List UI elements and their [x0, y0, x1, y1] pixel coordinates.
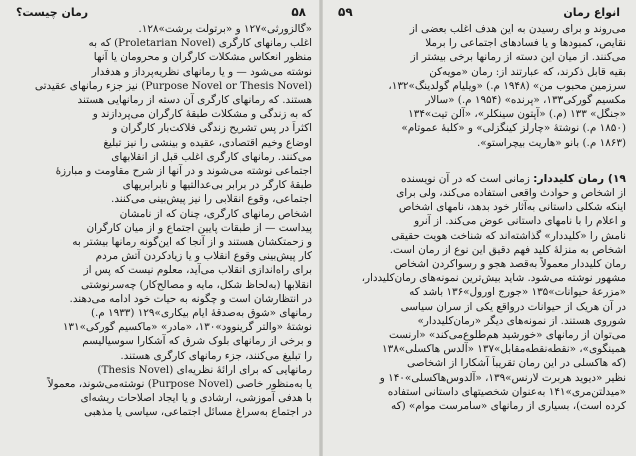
text-line: نامش را «کلیددار» گذاشته‌اند که شناخت هویت حقیقی	[391, 229, 626, 242]
running-title: انواع رمان	[563, 5, 620, 19]
text-line: (۱۸۵۰ م.) نوشتۀ «چارلز کینگزلی» و «کلبۀ عموتام»	[401, 122, 626, 135]
text-line: (Purpose Novel or Thesis Novel) نیز جزء رمانهای عقیدتی	[34, 79, 312, 92]
text-line: اجتماعی، وقوع انقلابی را نیز پیش‌بینی می‌کنند.	[111, 193, 312, 206]
text-line: نظیر «دیوید هربرت لارنس»۱۳۹، «آلدوس‌هاکسلی»۱۴۰ و	[379, 371, 626, 384]
text-line: در اجتماع به‌سراغ مسائل اجتماعی، سیاسی یا مذهبی	[84, 406, 312, 419]
text-line: مکسیم گورکی۱۳۳، «پرنده» (۱۹۵۴ م.) «سالار	[425, 94, 626, 107]
left-page-header	[16, 4, 306, 20]
text-line: کرده است)، بسیاری از رمانهای «سامرست موام» (که	[391, 400, 626, 413]
right-page-body	[332, 22, 626, 413]
text-line: همینگوی»، «نقطه‌نقطه‌مقابل»۱۳۷ «آلدس هاکسلی»۱۳۸	[382, 343, 626, 356]
text-line: (که هاکسلی در این رمان تقریباً آشکارا از اشخاصی	[407, 357, 626, 370]
text-line: سرزمین محبوب من» (۱۹۴۸ م.) «ویلیام گولدینگ»۱۳۲،	[388, 79, 626, 92]
page-number: ۵۹	[338, 5, 353, 19]
text-line: در انتظارشان است و چگونه به حیات خود ادامه می‌دهند.	[69, 292, 312, 305]
text-line: در آن هریک از حیوانات درواقع یکی از سران سیاسی	[400, 300, 626, 313]
text-line: از اشخاص و حوادث واقعی استفاده می‌کند، ولی برای	[396, 187, 626, 200]
text-line: اجتماعی نوشته می‌شوند و در آنها از شرح مقاومت و مبارزۀ	[55, 165, 312, 178]
text-line: اشخاص به منزلهٔ کلید فهم دقیق این نوع از رمان است.	[389, 243, 626, 256]
text-line: «گالزورثی»۱۲۷ و «برتولت برشت»۱۲۸.	[138, 23, 312, 35]
text-line: (۱۸۶۳ م.) بانو «هاریت بیچراستو».	[476, 136, 626, 149]
text-line: رمانهای «شوق به‌صدقۀ ایام بیکاری»۱۲۹ (۱۹۳۳ م.)	[90, 307, 312, 320]
text-line: «مزرعۀ حیوانات»۱۳۵ «جورج اورول»۱۳۶ باشد که	[409, 286, 626, 299]
text-line: «جنگل» ۱۳۳ (م.) «آپتون سینکلر»، «آلن تیت»۱۳۴	[408, 108, 626, 121]
text-line: و برخی از رمانهای بلوک شرق که آشکارا سوسیالیسم	[82, 335, 312, 348]
text-line: نوشته می‌شود — و یا رمانهای نظریه‌پرداز و هدفدار	[91, 65, 312, 78]
text-line: اغلب رمانهای کارگری (Proletarian Novel) که به	[88, 37, 312, 50]
text-line: نوشتۀ «والتر گرینوود»۱۳۰، «مادر» «ماکسیم گورکی»۱۳۱	[62, 321, 312, 334]
text-line: می‌توان از رمانهای «خورشید هم‌طلوع‌می‌کند» «ارنست	[388, 329, 626, 342]
running-title: رمان چیست؟	[16, 5, 89, 19]
text-line: پیداست — از طبقات پایین اجتماع و از میان کارگران	[86, 221, 312, 234]
text-line: می‌کنند. از میان این دسته از رمانها برخی بیشتر از	[410, 51, 626, 64]
text-line: و اعلام را با نامهای داستانی عوض می‌کند. از آنرو	[414, 215, 626, 228]
left-page-body	[10, 22, 312, 420]
right-page	[322, 0, 636, 456]
section-first-line: زمانی است که در آن نویسنده	[401, 172, 530, 185]
text-line: اکثراً در پس تشریح زندگی فلاکت‌بار کارگران و	[112, 122, 312, 135]
text-line: اشخاص رمانهای کارگری، چنان که از نامشان	[119, 207, 312, 220]
text-line: بقیه قابل ذکرند، که عبارتند از: رمان «مویه‌کن	[429, 65, 626, 78]
text-line: «میدلتن‌مری»۱۴۱ به‌عنوان شخصیتهای داستانی استفاده	[387, 385, 626, 398]
text-line: کار پیش‌بینی وقوع انقلاب و یا زیادکردن آتش مردم	[95, 250, 312, 263]
text-line	[332, 172, 626, 186]
text-line: طبقۀ کارگر در برابر بی‌عدالتیها و نابرابریهای	[122, 179, 312, 192]
text-line: رمان کلیددار معمولاً به‌قصد هجو و رسواکردن اشخاص	[394, 258, 626, 271]
text-line: یا به‌منظور خاصی (Purpose Novel) نوشته‌می‌شوند، معمولاً	[47, 378, 312, 391]
text-line: هستند. که رمانهای کارگری آن دسته از رمانهایی هستند	[77, 94, 312, 107]
text-line: رمانهایی که برای ارائۀ نظریه‌ای (Thesis Novel)	[97, 363, 312, 376]
paragraph-gap	[332, 150, 626, 172]
right-page-header	[338, 4, 620, 20]
text-line: با هدفی آموزشی، ارشادی و یا ایجاد اصلاحات ریشه‌ای	[80, 392, 312, 405]
section-heading: ۱۹) رمان کلیددار:	[533, 171, 626, 185]
text-line: می‌کنند. رمانهای کارگری اغلب قبل از انقلابهای	[111, 150, 312, 163]
text-line: که به زندگی و مشکلات طبقۀ کارگران می‌پردازند و	[92, 108, 312, 121]
text-line: اینکه شکلی داستانی به‌آثار خود بدهد، نامهای اشخاص	[398, 201, 626, 214]
text-line: اوضاع وخیم اقتصادی، عقیده و بینشی را نیز تبلیغ	[103, 136, 312, 149]
text-line: انقلابها (به‌لحاظ شکل، مایه و مصالح‌کار) چه‌سرنوشتی	[81, 278, 312, 291]
text-line: شوروی هستند. از نمونه‌های دیگر «رمان‌کلیددار»	[417, 314, 626, 327]
text-line: و زحمتکشان هستند و از آنجا که این‌گونه رمانها بیشتر به	[72, 236, 312, 249]
page-number: ۵۸	[291, 5, 306, 19]
text-line: مشهور نوشته می‌شود. شاید بیش‌ترین نمونه‌های رمان‌کلیددار،	[361, 272, 626, 285]
text-line: برای راه‌اندازی انقلاب می‌آید، معلوم نیست که پس از	[83, 264, 312, 277]
text-line: را تبلیغ می‌کنند، جزء رمانهای کارگری هستند.	[120, 349, 312, 362]
text-line: می‌روند و برای رسیدن به این هدف اغلب بعضی از	[409, 23, 626, 35]
text-line: نقایص، کمبودها و یا فسادهای اجتماعی را برملا	[425, 37, 626, 50]
text-line: منظور انعکاس مشکلات کارگران و محرومان یا آنها	[93, 51, 312, 64]
